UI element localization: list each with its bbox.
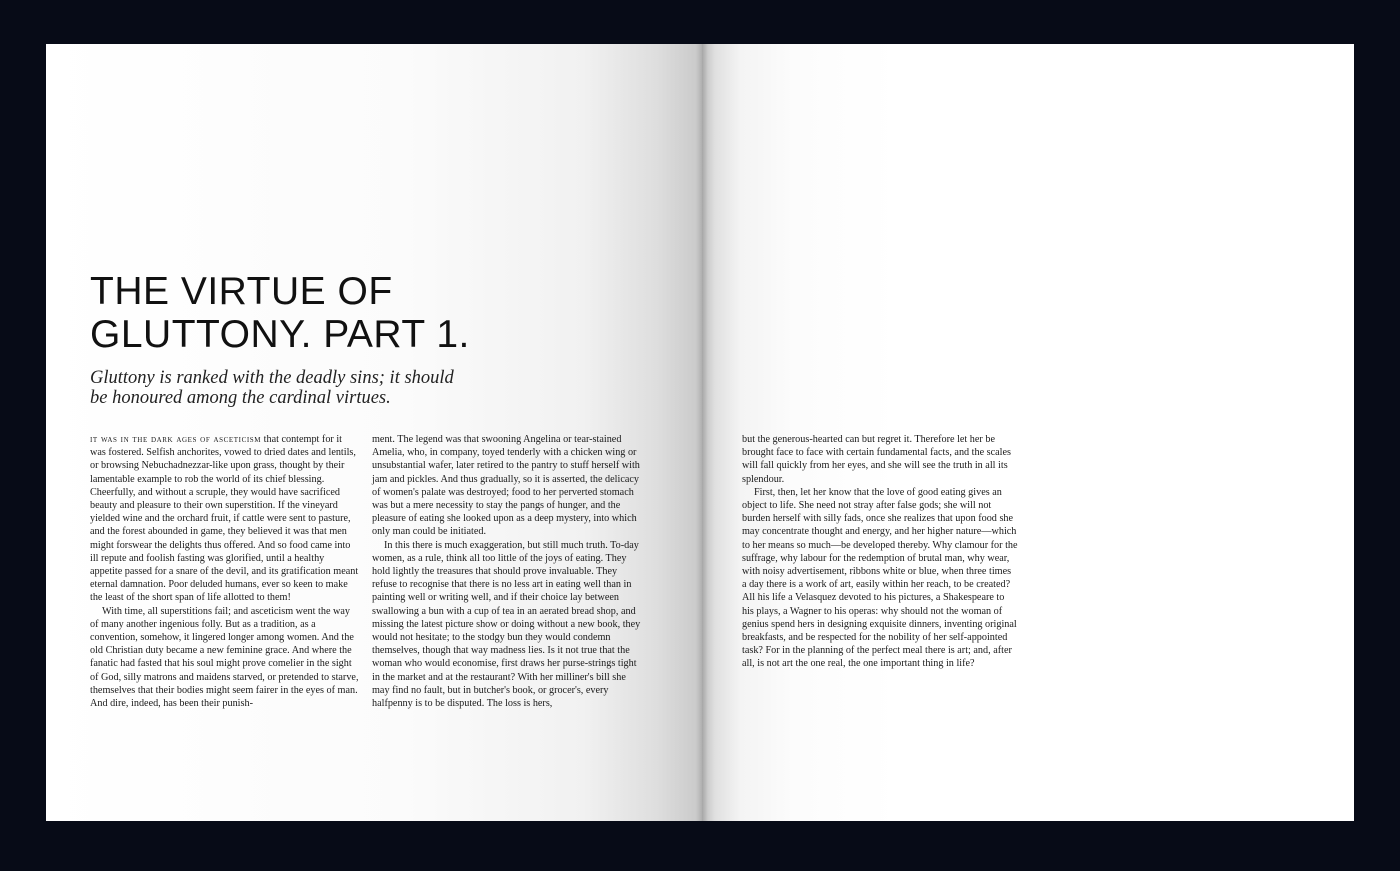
right-page <box>702 44 1354 821</box>
paragraph: With time, all superstitions fail; and asceticism went the way of many another ingenious folly. But as a tradition, as a convention, somehow, it lingered longer among women. And the old Christian duty became a new feminine grace. And where the fanatic had fasted that his soul might prove comelier in the sight of God, silly matrons and maidens starved, or pretended to starve, themselves that their bodies might seem fairer in the eyes of man. And dire, indeed, has been their punish- <box>90 605 359 710</box>
magazine-spread <box>46 44 1354 821</box>
paragraph-text: that contempt for it was fostered. Selfish anchorites, vowed to dried dates and lentils, or browsing Nebuchadnezzar-like upon grass, thought by their lamentable example to rob the world of its chief blessing. Cheerfully, and without a scruple, they would have sacrificed beauty and pleasure to their own superstition. If the vineyard yielded wine and the orchard fruit, if cattle were sent to pasture, and the forest abounded in game, they believed it was that men might forswear the delights thus offered. And so food came into ill repute and foolish fasting was glorified, until a healthy appetite passed for a snare of the devil, and its gratification meant eternal damnation. Poor deluded humans, ever so keen to make the least of the short span of life allotted to them! <box>90 434 359 604</box>
paragraph: First, then, let her know that the love of good eating gives an object to life. She need not stray after false gods; she will not burden herself with silly fads, once she realizes that upon food she may concentrate thought and energy, and her higher nature—which to her means so much—be developed thereby. Why clamour for the suffrage, why labour for the redemption of brutal man, why wear, with noisy advertisement, ribbons white or blue, when three times a day there is a work of art, easily within her reach, to be created? All his life a Velasquez devoted to his pictures, a Shakespeare to his plays, a Wagner to his operas: why should not the woman of genius spend hers in designing exquisite dinners, inventing original breakfasts, and be respected for the nobility of her self-appointed task? For in the planning of the perfect meal there is art; and, after all, is not art the one real, the one important thing in life? <box>742 486 1018 670</box>
article-title <box>90 270 650 356</box>
title-line-1: THE VIRTUE OF <box>90 270 393 313</box>
paragraph <box>90 433 359 605</box>
text-column-3 <box>742 433 1018 671</box>
text-column-2 <box>372 433 644 710</box>
page-gutter-shadow <box>696 44 708 821</box>
paragraph: but the generous-hearted can but regret it. Therefore let her be brought face to face with certain fundamental facts, and the scales will fall quickly from her eyes, and she will see the truth in all its splendour. <box>742 434 1011 485</box>
title-line-2: GLUTTONY. PART 1. <box>90 313 470 356</box>
paragraph: ment. The legend was that swooning Angelina or tear-stained Amelia, who, in company, toyed tenderly with a chicken wing or unsubstantial wafer, later retired to the pantry to stuff herself with jam and pickles. And thus gradually, so it is asserted, the delicacy of women's palate was destroyed; food to her perverted stomach was but a mere necessity to stay the pangs of hunger, and the pleasure of eating she looked upon as a deep mystery, into which only man could be initiated. <box>372 434 640 538</box>
article-subtitle: Gluttony is ranked with the deadly sins; it should be honoured among the cardinal virtues. <box>90 368 454 408</box>
text-column-1 <box>90 433 359 710</box>
lead-in: it was in the dark ages of asceticism <box>90 434 262 445</box>
paragraph: In this there is much exaggeration, but still much truth. To-day women, as a rule, think all too little of the joys of eating. They hold lightly the treasures that should prove invaluable. They refuse to recognise that there is no less art in eating well than in painting well or writing well, and if their choice lay between swallowing a bun with a cup of tea in an aerated bread shop, and missing the latest picture show or doing without a new book, they would not hesitate; to the stodgy bun they would condemn themselves, though that way madness lies. Is it not true that the woman who would economise, first draws her purse-strings tight in the market and at the restaurant? With her milliner's bill she may find no fault, but in butcher's book, or grocer's, every halfpenny is to be disputed. The loss is hers, <box>372 539 641 710</box>
left-page <box>46 44 702 821</box>
